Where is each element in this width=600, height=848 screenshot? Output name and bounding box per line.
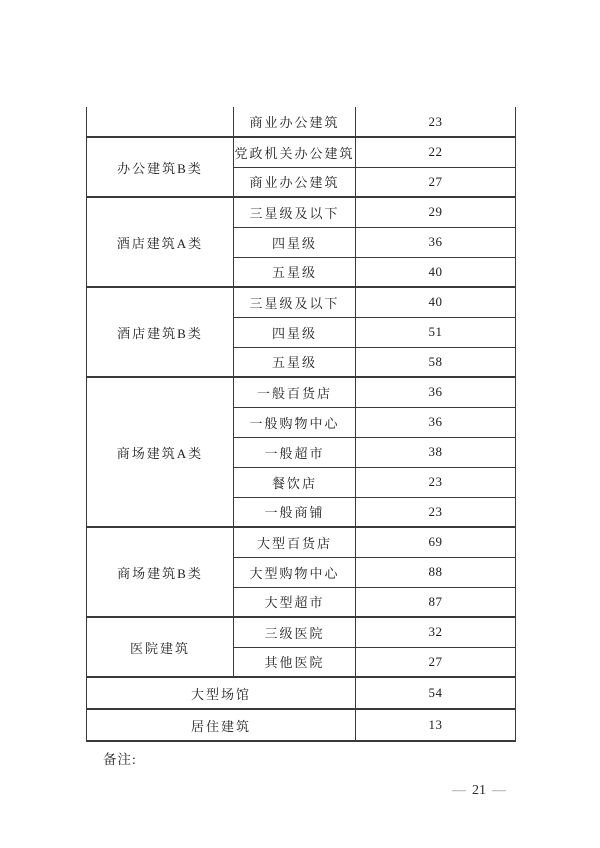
item-cell: 大型购物中心 — [234, 557, 356, 587]
page-number-dash-left: — — [452, 783, 466, 798]
category-cell: 居住建筑 — [87, 709, 356, 741]
value-cell: 27 — [356, 167, 516, 197]
category-cell: 大型场馆 — [87, 677, 356, 709]
value-cell: 27 — [356, 647, 516, 677]
table-row — [87, 677, 516, 709]
category-cell — [87, 107, 234, 137]
item-cell: 四星级 — [234, 227, 356, 257]
table-row — [87, 617, 516, 647]
value-cell: 88 — [356, 557, 516, 587]
table-row — [87, 107, 516, 137]
value-cell: 22 — [356, 137, 516, 167]
value-cell: 36 — [356, 377, 516, 407]
item-cell: 三星级及以下 — [234, 287, 356, 317]
value-cell: 23 — [356, 107, 516, 137]
category-cell: 商场建筑A类 — [87, 377, 234, 527]
item-cell: 商业办公建筑 — [234, 107, 356, 137]
item-cell: 三级医院 — [234, 617, 356, 647]
table-row — [87, 287, 516, 317]
building-energy-table — [86, 107, 516, 742]
value-cell: 69 — [356, 527, 516, 557]
table-row — [87, 137, 516, 167]
notes-label: 备注: — [103, 752, 137, 767]
item-cell: 一般购物中心 — [234, 407, 356, 437]
table-row — [87, 377, 516, 407]
value-cell: 58 — [356, 347, 516, 377]
page-number — [446, 783, 512, 799]
item-cell: 商业办公建筑 — [234, 167, 356, 197]
item-cell: 餐饮店 — [234, 467, 356, 497]
category-cell: 酒店建筑B类 — [87, 287, 234, 377]
item-cell: 五星级 — [234, 347, 356, 377]
item-cell: 一般超市 — [234, 437, 356, 467]
item-cell: 五星级 — [234, 257, 356, 287]
value-cell: 23 — [356, 467, 516, 497]
value-cell: 54 — [356, 677, 516, 709]
table-row — [87, 527, 516, 557]
item-cell: 四星级 — [234, 317, 356, 347]
category-cell: 酒店建筑A类 — [87, 197, 234, 287]
value-cell: 38 — [356, 437, 516, 467]
value-cell: 29 — [356, 197, 516, 227]
value-cell: 36 — [356, 227, 516, 257]
table-row — [87, 709, 516, 741]
value-cell: 87 — [356, 587, 516, 617]
value-cell: 40 — [356, 287, 516, 317]
item-cell: 大型百货店 — [234, 527, 356, 557]
item-cell: 大型超市 — [234, 587, 356, 617]
category-cell: 医院建筑 — [87, 617, 234, 677]
category-cell: 办公建筑B类 — [87, 137, 234, 197]
page-number-value: 21 — [472, 783, 486, 798]
value-cell: 13 — [356, 709, 516, 741]
value-cell: 51 — [356, 317, 516, 347]
item-cell: 三星级及以下 — [234, 197, 356, 227]
page-number-dash-right: — — [492, 783, 506, 798]
item-cell: 一般百货店 — [234, 377, 356, 407]
item-cell: 一般商铺 — [234, 497, 356, 527]
item-cell: 党政机关办公建筑 — [234, 137, 356, 167]
value-cell: 32 — [356, 617, 516, 647]
value-cell: 36 — [356, 407, 516, 437]
value-cell: 40 — [356, 257, 516, 287]
value-cell: 23 — [356, 497, 516, 527]
item-cell: 其他医院 — [234, 647, 356, 677]
table-row — [87, 197, 516, 227]
category-cell: 商场建筑B类 — [87, 527, 234, 617]
